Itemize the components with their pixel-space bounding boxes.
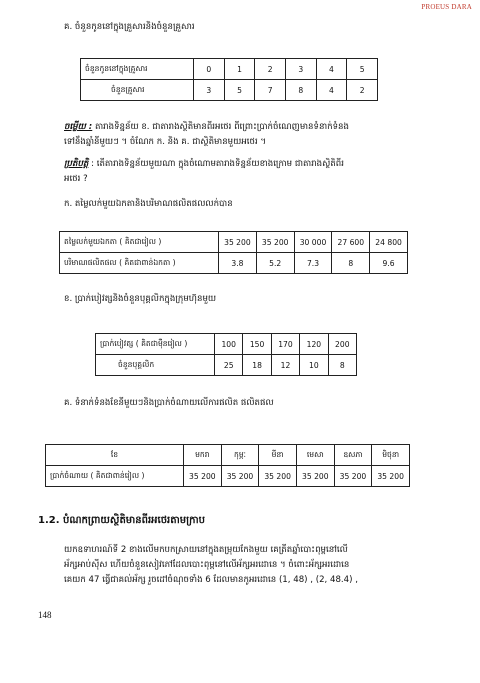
table-row (96, 334, 357, 355)
section-title-ka: គ. ចំនួនកូននៅក្នុងគ្រួសារនិងចំនួនគ្រួសារ (64, 22, 195, 32)
table-cell: 5 (347, 59, 378, 80)
table-cell: 27 600 (332, 232, 370, 253)
table-cell: មេសា (296, 445, 334, 466)
table-cell: កុម្ភៈ (221, 445, 259, 466)
body-line-2: អ័ក្សអាប់ស៊ីស ហើយចំនួនសៀវភៅដែលបោះពុម្ពនៅលើអ័ក្សអរដោនេ ។ ចំពោះអ័ក្សអរដោនេ (64, 560, 350, 570)
table-cell: 8 (328, 355, 356, 376)
row-label: ចំនួនកូននៅក្នុងគ្រួសារ (81, 59, 194, 80)
table-cell: ឧសភា (334, 445, 372, 466)
row-label: តម្លៃលក់មួយឯកតា ( គិតជារៀល ) (60, 232, 219, 253)
table-row (60, 232, 408, 253)
table-cell: មីនា (259, 445, 297, 466)
table-cell: 100 (215, 334, 243, 355)
table-cell: 35 200 (259, 466, 297, 487)
table-cell: 7 (255, 80, 286, 101)
item-b-title: ខ. ប្រាក់បៀវត្សនិងចំនួនបុគ្គលិកក្នុងក្រុមហ៊ុនមួយ (64, 294, 217, 304)
table-row (46, 466, 410, 487)
page-number: 148 (38, 610, 52, 620)
table-cell: 8 (285, 80, 316, 101)
table-cell: 10 (300, 355, 328, 376)
table-cell: 0 (194, 59, 225, 80)
answer-paragraph (64, 120, 424, 150)
answer-label: ចម្លើយ : (64, 122, 93, 132)
table-row (81, 80, 378, 101)
table-salary-staff (95, 333, 357, 376)
table-row (96, 355, 357, 376)
row-label: ប្រាក់ចំណាយ ( គិតជាពាន់រៀល ) (46, 466, 184, 487)
table-cell: 2 (255, 59, 286, 80)
answer-line-1: តារាងទិន្នន័យ ខ. ជាតារាងស្ថិតិមានពីរអថេរ ពីព្រោះប្រាក់ចំណេញមានទំនាក់ទំនង (92, 122, 349, 132)
table-cell: 3 (285, 59, 316, 80)
table-cell: 5.2 (256, 253, 294, 274)
table-cell: 4 (316, 59, 347, 80)
table-children-families (80, 58, 378, 101)
table-cell: 120 (300, 334, 328, 355)
table-cell: 4 (316, 80, 347, 101)
body-line-1: យកឧទាហរណ៍ទី 2 ខាងលើមកបកស្រាយនៅក្នុងតម្រុយកែងមួយ គេត្រីតឆ្នាំបោះពុម្ពនៅលើ (64, 545, 348, 555)
item-a-title: ក. តម្លៃលក់មួយឯកតានិងបរិមាណផលិតផលលក់បាន (64, 199, 233, 209)
table-row (46, 445, 410, 466)
exercise-label: ប្រតិបត្តិ (64, 159, 89, 169)
table-cell: មិថុនា (372, 445, 410, 466)
table-cell: 24 800 (370, 232, 408, 253)
table-cell: 35 200 (334, 466, 372, 487)
table-cell: 35 200 (184, 466, 222, 487)
table-cell: 3 (194, 80, 225, 101)
table-cell: 30 000 (294, 232, 332, 253)
table-cell: 170 (271, 334, 299, 355)
table-month-expense (45, 444, 410, 487)
table-cell: 35 200 (372, 466, 410, 487)
table-cell: 35 200 (296, 466, 334, 487)
table-cell: 200 (328, 334, 356, 355)
item-c-title: គ. ទំនាក់ទំនងខែនីមួយៗនិងប្រាក់ចំណាយលើការផលិត ផលិតផល (64, 398, 274, 408)
body-paragraph (64, 543, 434, 588)
header-brand: PROEUS DARA (421, 3, 472, 11)
table-cell: 35 200 (221, 466, 259, 487)
table-cell: 35 200 (219, 232, 257, 253)
table-cell: 3.8 (219, 253, 257, 274)
exercise-line-1: : តើតារាងទិន្នន័យមួយណា ក្នុងចំណោមតារាងទិន្នន័យខាងក្រោម ជាតារាងស្ថិតិពីរ (88, 159, 344, 169)
table-cell: 18 (243, 355, 271, 376)
row-label: ចំនួនបុគ្គលិក (96, 355, 215, 376)
row-label: ប្រាក់បៀវត្ស ( គិតជាម៉ឺនរៀល ) (96, 334, 215, 355)
table-price-quantity (59, 231, 408, 274)
table-cell: មករា (184, 445, 222, 466)
answer-line-2: ទៅនឹងឆ្នាំនីមួយៗ ។ ចំណែក ក. និង គ. ជាស្ថិតិមានមួយអថេរ ។ (64, 137, 267, 147)
row-label: ខែ (46, 445, 184, 466)
table-cell: 1 (224, 59, 255, 80)
table-cell: 5 (224, 80, 255, 101)
table-cell: 8 (332, 253, 370, 274)
table-cell: 150 (243, 334, 271, 355)
row-label: ចំនួនគ្រួសារ (81, 80, 194, 101)
exercise-line-2: អថេរ ? (64, 174, 88, 184)
table-cell: 12 (271, 355, 299, 376)
body-line-3: គេយក 47 ធ្វើជាគល់អ័ក្ស រួចដៅចំណុចទាំង 6 ដែលមានកូអរដោនេ (1, 48) , (2, 48.4) , (64, 575, 358, 585)
row-label: បរិមាណផលិតផល ( គិតជាពាន់ឯកតា ) (60, 253, 219, 274)
table-row (60, 253, 408, 274)
section-heading-1-2: 1.2. បំណកព្រាយស្ថិតិមានពីរអថេរតាមក្រាប (38, 515, 205, 526)
table-row (81, 59, 378, 80)
table-cell: 2 (347, 80, 378, 101)
exercise-paragraph (64, 157, 424, 187)
table-cell: 25 (215, 355, 243, 376)
table-cell: 9.6 (370, 253, 408, 274)
table-cell: 7.3 (294, 253, 332, 274)
table-cell: 35 200 (256, 232, 294, 253)
